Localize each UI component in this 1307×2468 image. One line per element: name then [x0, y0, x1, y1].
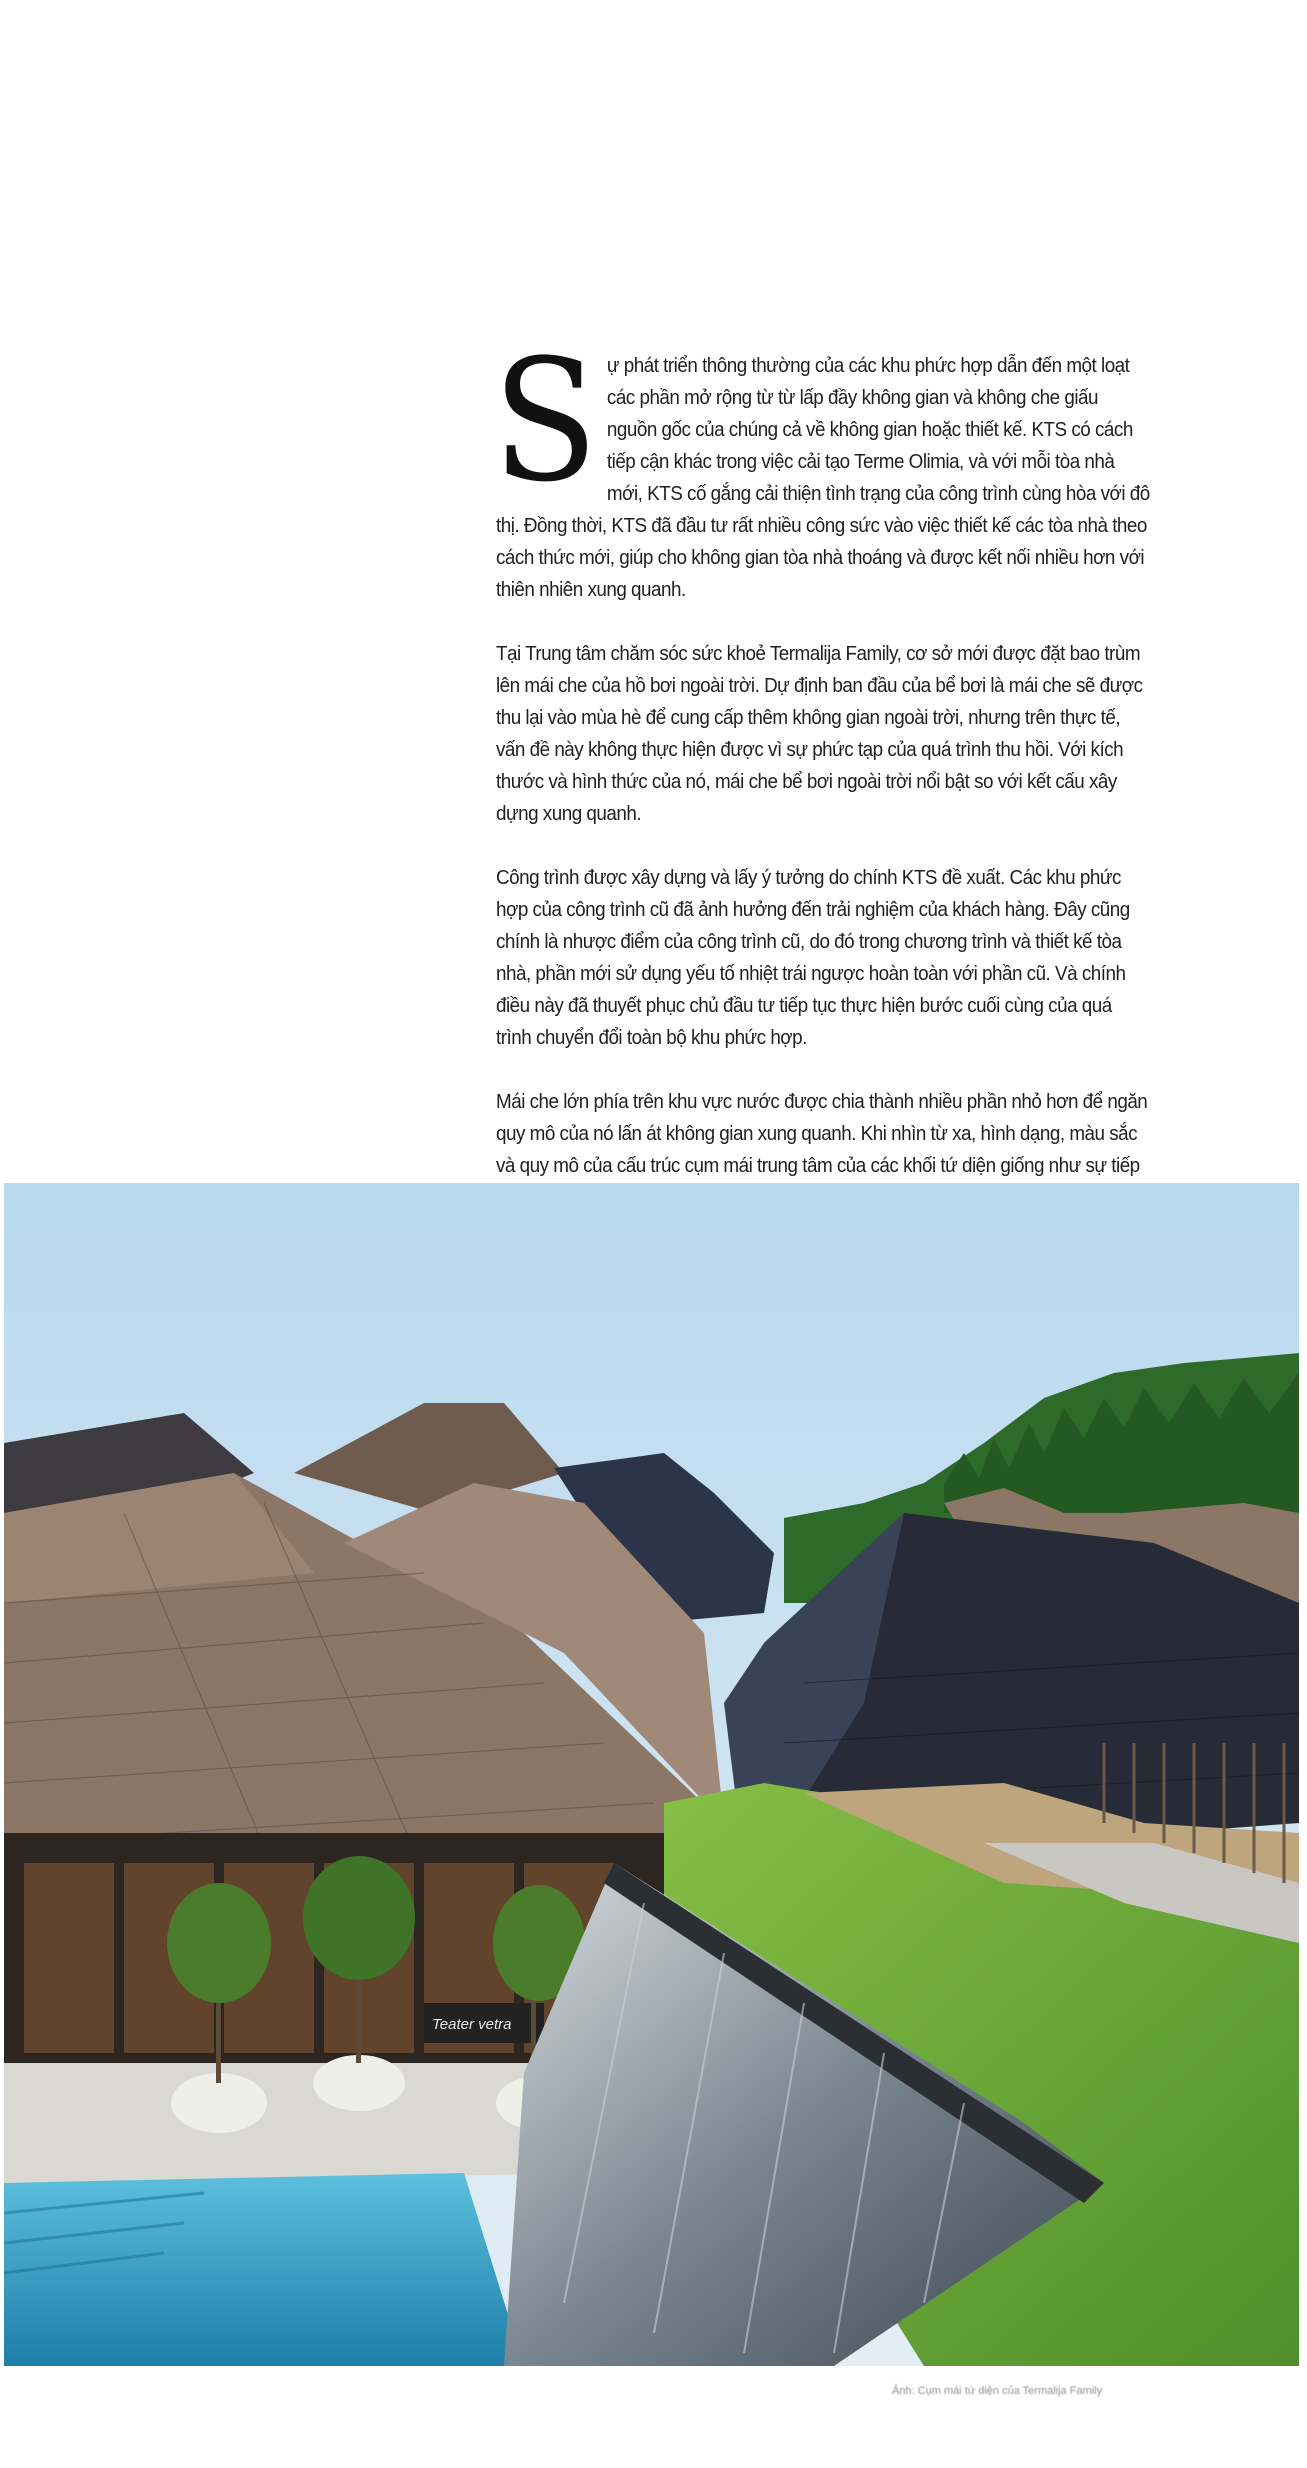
paragraph-intro-text: ự phát triển thông thường của các khu phức hợp dẫn đến một loạt các phần mở rộng từ từ lấp đầy không gian và không che giấu nguồn gốc của chúng cả về không gian hoặc thiết kế. KTS có cách tiếp cận khác trong việc cải tạo Terme Olimia, và với mỗi tòa nhà mới, KTS cố gắng cải thiện tình trạng của công trình cùng hòa với đô thị. Đồng thời, KTS đã đầu tư rất nhiều công sức vào việc thiết kế các tòa nhà theo cách thức mới, giúp cho không gian tòa nhà thoáng và được kết nối nhiều hơn với thiên nhiên xung quanh.: [496, 354, 1150, 601]
pool: [4, 2173, 524, 2366]
paragraph-termalija: Tại Trung tâm chăm sóc sức khoẻ Termalija Family, cơ sở mới được đặt bao trùm lên mái che của hồ bơi ngoài trời. Dự định ban đầu của bể bơi là mái che sẽ được thu lại vào mùa hè để cung cấp thêm không gian ngoài trời, nhưng trên thực tế, vấn đề này không thực hiện được vì sự phức tạp của quá trình thu hồi. Với kích thước và hình thức của nó, mái che bể bơi ngoài trời nổi bật so với kết cấu xây dựng xung quanh.: [496, 642, 1143, 825]
building-photo: [4, 1183, 1299, 2366]
sign-text: Teater vetra: [432, 2016, 512, 2033]
paragraph-construction: Công trình được xây dựng và lấy ý tưởng do chính KTS đề xuất. Các khu phức hợp của công trình cũ đã ảnh hưởng đến trải nghiệm của khách hàng. Đây cũng chính là nhược điểm của công trình cũ, do đó trong chương trình và thiết kế tòa nhà, phần mới sử dụng yếu tố nhiệt trái ngược hoàn toàn với phần cũ. Và chính điều này đã thuyết phục chủ đầu tư tiếp tục thực hiện bước cuối cùng của quá trình chuyển đổi toàn bộ khu phức hợp.: [496, 866, 1130, 1049]
photo-caption: Ảnh: Cụm mái tứ diện của Termalija Family: [892, 2385, 1103, 2397]
paragraph-roof: Mái che lớn phía trên khu vực nước được chia thành nhiều phần nhỏ hơn để ngăn quy mô của nó lấn át không gian xung quanh. Khi nhìn từ xa, hình dạng, màu sắc và quy mô của cấu trúc cụm mái trung tâm của các khối tứ diện giống như sự tiếp: [496, 1090, 1148, 1177]
drop-cap: S: [492, 323, 598, 519]
paragraph-intro: [492, 323, 1151, 606]
article-body: [492, 323, 1151, 1246]
